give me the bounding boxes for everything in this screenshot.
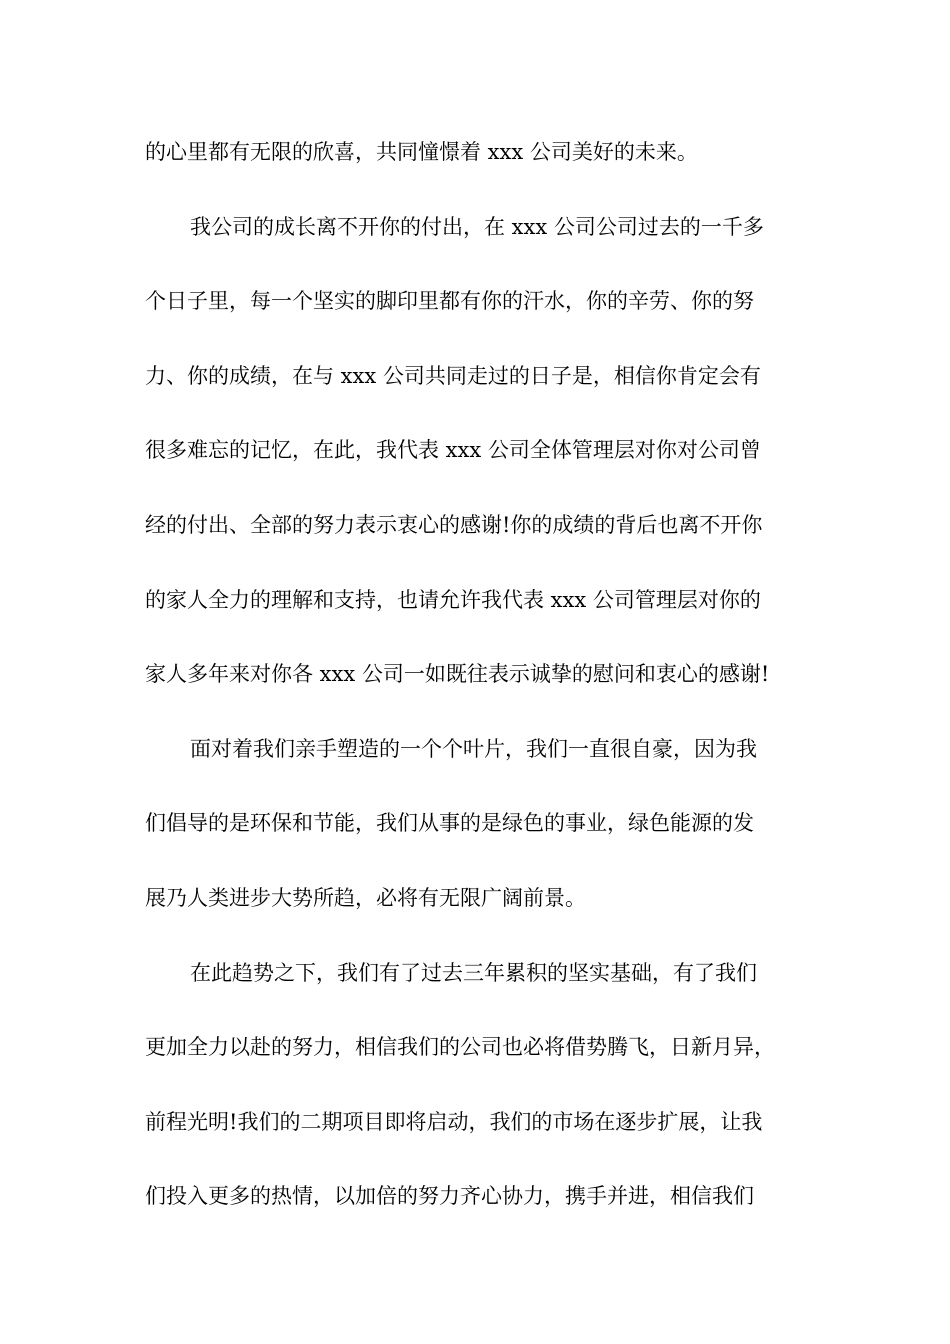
- text-line: 个日子里，每一个坚实的脚印里都有你的汗水，你的辛劳、你的努: [145, 289, 754, 314]
- text-line: 力、你的成绩，在与 xxx 公司共同走过的日子是，相信你肯定会有: [145, 363, 761, 388]
- text-line: 前程光明!我们的二期项目即将启动，我们的市场在逐步扩展，让我: [145, 1109, 763, 1134]
- text-line: 们投入更多的热情，以加倍的努力齐心协力，携手并进，相信我们: [145, 1184, 754, 1209]
- text-line: 很多难忘的记忆，在此，我代表 xxx 公司全体管理层对你对公司曾: [145, 438, 761, 463]
- text-line: 我公司的成长离不开你的付出，在 xxx 公司公司过去的一千多: [190, 214, 764, 239]
- text-line: 的心里都有无限的欣喜，共同憧憬着 xxx 公司美好的未来。: [145, 140, 698, 164]
- text-line: 的家人全力的理解和支持，也请允许我代表 xxx 公司管理层对你的: [145, 587, 761, 612]
- text-line: 更加全力以赴的努力，相信我们的公司也必将借势腾飞，日新月异，: [145, 1035, 775, 1060]
- text-line: 经的付出、全部的努力表示衷心的感谢!你的成绩的背后也离不开你: [145, 512, 763, 537]
- text-line: 在此趋势之下，我们有了过去三年累积的坚实基础，有了我们: [190, 960, 757, 985]
- text-line: 面对着我们亲手塑造的一个个叶片，我们一直很自豪，因为我: [190, 736, 757, 761]
- text-line: 们倡导的是环保和节能，我们从事的是绿色的事业，绿色能源的发: [145, 811, 754, 836]
- text-line: 展乃人类进步大势所趋，必将有无限广阔前景。: [145, 885, 586, 910]
- text-line: 家人多年来对你各 xxx 公司一如既往表示诚挚的慰问和衷心的感谢!: [145, 662, 770, 687]
- document-body: [145, 131, 845, 1250]
